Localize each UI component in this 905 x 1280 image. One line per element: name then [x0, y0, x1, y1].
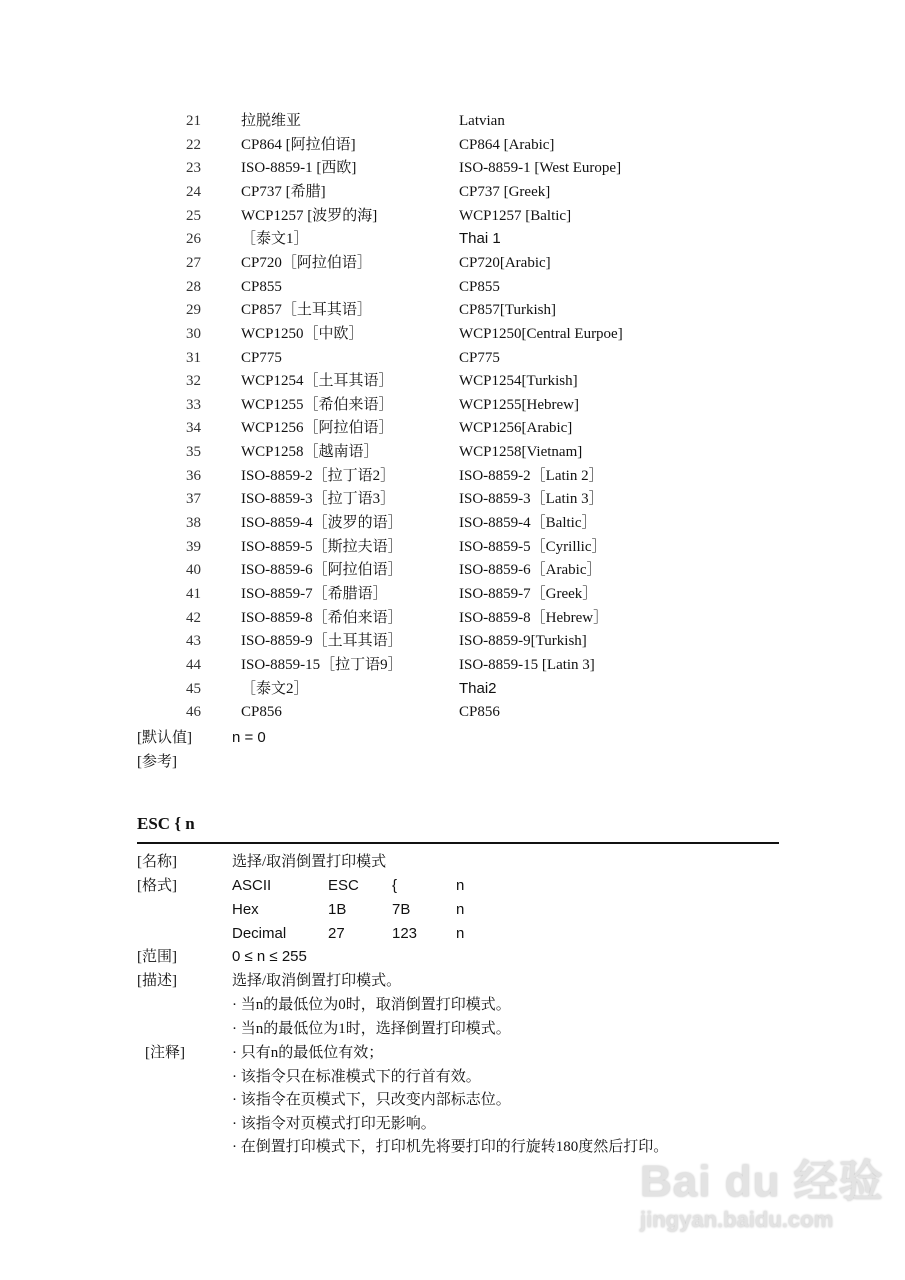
codepage-name-english: CP856: [459, 704, 500, 721]
codepage-number: 32: [186, 373, 201, 390]
codepage-name-chinese: CP857［土耳其语］: [241, 302, 372, 319]
title-divider: [137, 842, 779, 844]
codepage-name-chinese: ISO-8859-1 [西欧]: [241, 160, 357, 177]
codepage-name-english: ISO-8859-5［Cyrillic］: [459, 538, 607, 555]
codepage-number: 42: [186, 609, 201, 626]
codepage-name-english: ISO-8859-7［Greek］: [459, 586, 598, 602]
codepage-number: 21: [186, 113, 201, 129]
codepage-name-english: ISO-8859-3［Latin 3］: [459, 491, 604, 508]
codepage-name-chinese: WCP1257 [波罗的海]: [241, 207, 378, 224]
note-line: · 该指令在页模式下，只改变内部标志位。: [232, 1092, 511, 1108]
codepage-name-english: WCP1256[Arabic]: [459, 420, 573, 437]
note-line: · 该指令对页模式打印无影响。: [232, 1116, 436, 1132]
description-label: [描述]: [137, 973, 177, 989]
default-label: [默认值]: [137, 730, 192, 746]
format-cell: 7B: [392, 901, 411, 918]
codepage-name-chinese: ISO-8859-7［希腊语］: [241, 586, 388, 602]
codepage-name-english: Latvian: [459, 113, 505, 129]
codepage-name-chinese: ISO-8859-6［阿拉伯语］: [241, 562, 403, 579]
codepage-number: 37: [186, 491, 201, 508]
codepage-number: 22: [186, 136, 201, 153]
codepage-name-chinese: ISO-8859-4［波罗的语］: [241, 515, 403, 532]
codepage-name-english: CP864 [Arabic]: [459, 136, 555, 153]
codepage-name-chinese: ISO-8859-5［斯拉夫语］: [241, 538, 403, 555]
codepage-name-chinese: CP864 [阿拉伯语]: [241, 136, 356, 153]
codepage-name-chinese: ［泰文1］: [241, 231, 309, 248]
description-line: · 当n的最低位为0时，取消倒置打印模式。: [232, 997, 511, 1013]
codepage-name-english: CP720[Arabic]: [459, 254, 551, 271]
codepage-name-chinese: WCP1258［越南语］: [241, 444, 379, 461]
note-line: · 只有n的最低位有效；: [232, 1045, 384, 1061]
codepage-name-english: ISO-8859-9[Turkish]: [459, 633, 587, 650]
range-value: 0 ≤ n ≤ 255: [232, 948, 307, 965]
codepage-name-chinese: WCP1256［阿拉伯语］: [241, 420, 394, 437]
codepage-name-english: CP855: [459, 278, 500, 295]
codepage-name-english: WCP1257 [Baltic]: [459, 207, 572, 224]
codepage-name-chinese: ISO-8859-9［土耳其语］: [241, 633, 403, 650]
codepage-number: 25: [186, 207, 201, 224]
codepage-number: 45: [186, 680, 201, 697]
format-cell: 27: [328, 925, 345, 942]
codepage-name-english: WCP1255[Hebrew]: [459, 396, 579, 413]
codepage-number: 33: [186, 396, 201, 413]
codepage-number: 38: [186, 515, 201, 532]
format-cell: ESC: [328, 877, 359, 894]
codepage-name-chinese: WCP1255［希伯来语］: [241, 396, 394, 413]
note-line: · 在倒置打印模式下，打印机先将要打印的行旋转180度然后打印。: [232, 1139, 669, 1155]
codepage-name-english: ISO-8859-4［Baltic］: [459, 515, 597, 532]
codepage-number: 36: [186, 467, 201, 484]
format-cell: {: [392, 877, 398, 894]
codepage-name-chinese: ［泰文2］: [241, 680, 309, 697]
range-label: [范围]: [137, 949, 177, 965]
codepage-number: 28: [186, 278, 201, 295]
codepage-name-english: Thai2: [459, 679, 497, 697]
codepage-number: 30: [186, 325, 201, 342]
codepage-number: 35: [186, 444, 201, 461]
codepage-name-english: CP737 [Greek]: [459, 183, 551, 200]
codepage-number: 40: [186, 562, 201, 579]
codepage-number: 29: [186, 302, 201, 319]
format-cell: n: [456, 901, 465, 918]
reference-label: [参考]: [137, 754, 177, 770]
codepage-name-english: ISO-8859-15 [Latin 3]: [459, 656, 595, 673]
codepage-name-chinese: CP737 [希腊]: [241, 183, 326, 200]
notes-label: [注释]: [145, 1045, 185, 1061]
codepage-name-english: ISO-8859-2［Latin 2］: [459, 467, 604, 484]
codepage-name-chinese: CP855: [241, 278, 282, 295]
codepage-number: 34: [186, 420, 201, 437]
format-label: [格式]: [137, 878, 177, 894]
codepage-name-chinese: WCP1250［中欧］: [241, 325, 364, 342]
description-line: 选择/取消倒置打印模式。: [232, 973, 402, 989]
format-cell: ASCII: [232, 877, 272, 894]
codepage-name-english: WCP1250[Central Eurpoe]: [459, 325, 623, 342]
codepage-number: 39: [186, 538, 201, 555]
codepage-name-english: CP857[Turkish]: [459, 302, 556, 319]
codepage-name-chinese: CP856: [241, 704, 282, 721]
codepage-name-chinese: ISO-8859-3［拉丁语3］: [241, 491, 396, 508]
format-cell: 123: [392, 925, 418, 942]
codepage-name-chinese: CP775: [241, 349, 282, 366]
codepage-name-english: Thai 1: [459, 230, 501, 248]
description-line: · 当n的最低位为1时，选择倒置打印模式。: [232, 1021, 511, 1037]
name-value: 选择/取消倒置打印模式: [232, 854, 387, 870]
baidu-watermark-logo: Bai du 经验 jingyan.baidu.com: [640, 1157, 884, 1232]
codepage-name-chinese: ISO-8859-15［拉丁语9］: [241, 656, 403, 673]
codepage-name-chinese: ISO-8859-2［拉丁语2］: [241, 467, 396, 484]
codepage-number: 44: [186, 656, 201, 673]
format-cell: n: [456, 877, 465, 894]
codepage-name-english: WCP1254[Turkish]: [459, 373, 578, 390]
format-cell: Hex: [232, 901, 259, 918]
codepage-name-chinese: ISO-8859-8［希伯来语］: [241, 609, 403, 626]
format-cell: 1B: [328, 901, 347, 918]
codepage-number: 41: [186, 586, 201, 602]
codepage-name-english: ISO-8859-1 [West Europe]: [459, 160, 622, 177]
note-line: · 该指令只在标准模式下的行首有效。: [232, 1069, 481, 1085]
format-cell: Decimal: [232, 925, 287, 942]
codepage-name-chinese: CP720［阿拉伯语］: [241, 254, 372, 271]
codepage-number: 27: [186, 254, 201, 271]
codepage-number: 26: [186, 231, 201, 248]
codepage-name-chinese: WCP1254［土耳其语］: [241, 373, 394, 390]
format-cell: n: [456, 925, 465, 942]
codepage-name-english: ISO-8859-6［Arabic］: [459, 562, 602, 579]
codepage-number: 31: [186, 349, 201, 366]
command-title: ESC { n: [137, 814, 195, 833]
codepage-number: 24: [186, 183, 201, 200]
codepage-number: 43: [186, 633, 201, 650]
codepage-name-english: WCP1258[Vietnam]: [459, 444, 583, 461]
codepage-name-chinese: 拉脱维亚: [241, 113, 302, 129]
default-value: n = 0: [232, 729, 266, 746]
name-label: [名称]: [137, 854, 177, 870]
codepage-number: 46: [186, 704, 201, 721]
codepage-number: 23: [186, 160, 201, 177]
codepage-name-english: ISO-8859-8［Hebrew］: [459, 609, 609, 626]
codepage-name-english: CP775: [459, 349, 500, 366]
